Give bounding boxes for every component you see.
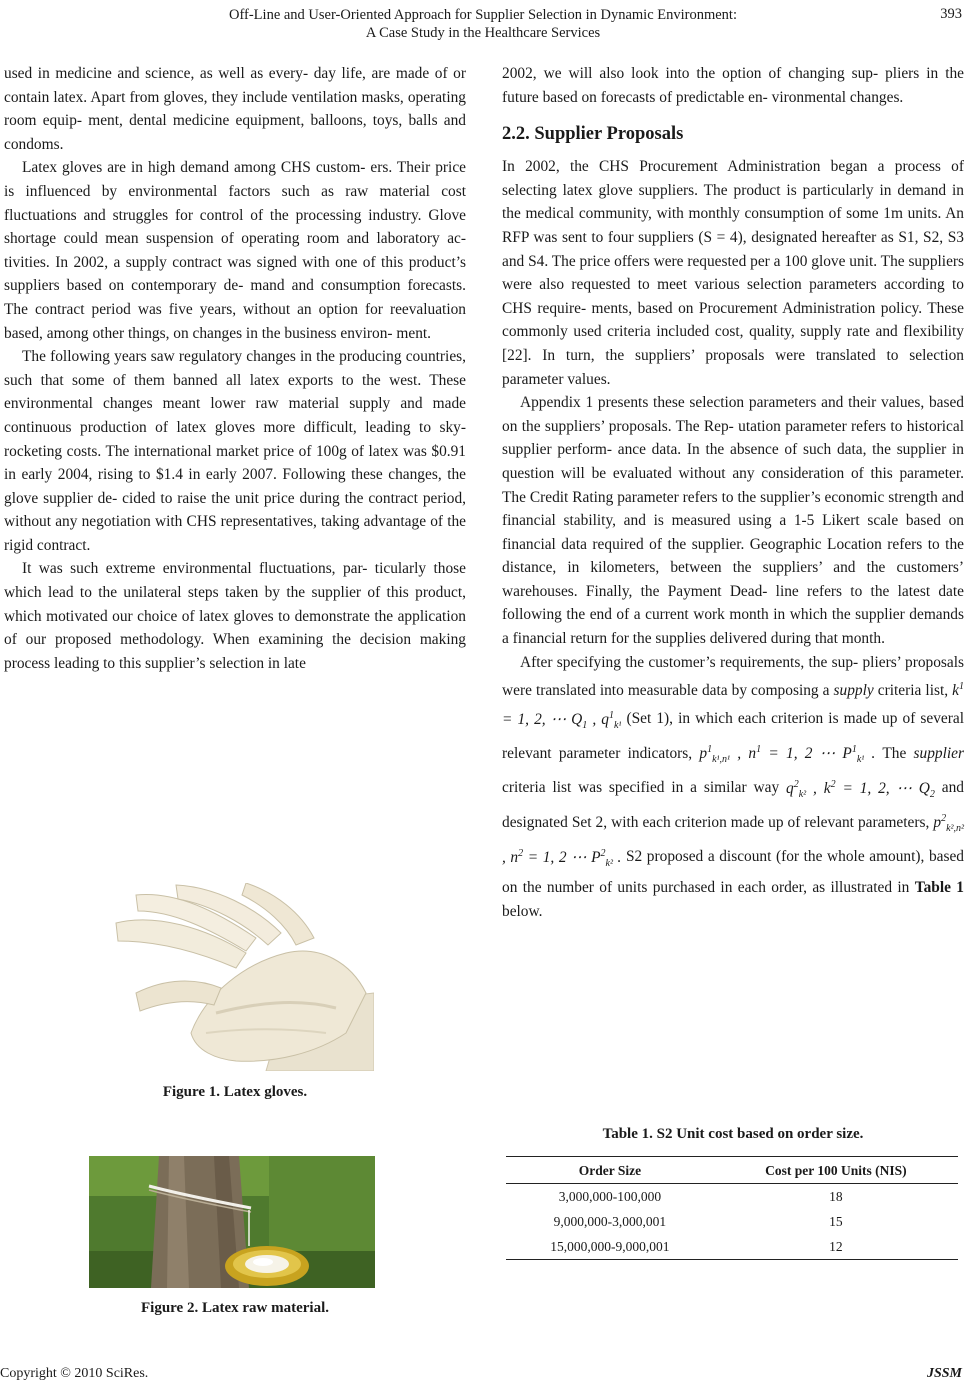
figure-1-caption: Figure 1. Latex gloves.: [162, 1084, 308, 1100]
right-column: [502, 62, 964, 924]
table-cell: 12: [714, 1234, 958, 1260]
table-row: [506, 1184, 958, 1210]
section-heading: 2.2. Supplier Proposals: [502, 124, 684, 145]
text-span: below.: [502, 903, 543, 921]
text-span: and designated Set 2, with each criterion made up of relevant parameters,: [502, 779, 965, 831]
table-1-title: Table 1. S2 Unit cost based on order size.: [602, 1126, 864, 1142]
text-span: (Set 1), in which each criterion is made up of several relevant parameter indicators,: [502, 710, 964, 762]
paragraph: Latex gloves are in high demand among CHS custom- ers. Their price is influenced by environmental factors such as raw material cost fluctuations and struggles for control of the processing industry. Glove shortage could mean suspension of operating room and laboratory ac- tivities. In 2002, a supply contract was signed with one of this product’s suppliers based on contemporary de- mand and consumption forecasts. The contract period was five years, without an option for reevaluation based, among other things, on changes in the business environ- ment.: [4, 159, 466, 342]
emphasis-text: supplier: [913, 745, 964, 762]
paragraph-with-math: [502, 651, 964, 925]
table-cell: 15,000,000-9,000,001: [506, 1234, 714, 1260]
paragraph: Appendix 1 presents these selection parameters and their values, based on the suppliers’ proposals. The Rep- utation parameter refers to historical supplier perform- ance data. In the absence of such data, the supplier in question will be evaluated without any consideration of this parameter. The Credit Rating parameter refers to the supplier’s economic strength and financial stability, and is measured using a 1-5 Likert scale based on financial data required of the supplier. Geographic Location refers to the distance, in kilometers, between the suppliers’ and the customers’ warehouses. Finally, the Payment Dead- line refers to the latest date following the end of a current work month in which the supplier demands a financial return for the supplies delivered during that month.: [502, 394, 964, 648]
figure-latex-raw-material-image: [89, 1156, 375, 1288]
figure-2-caption: Figure 2. Latex raw material.: [140, 1300, 329, 1316]
page-number: 393: [940, 6, 962, 22]
table-header-cell: Cost per 100 Units (NIS): [714, 1157, 958, 1184]
header-title-line2: A Case Study in the Healthcare Services: [365, 25, 601, 41]
emphasis-text: supply: [833, 682, 874, 700]
text-span: criteria list,: [877, 682, 949, 700]
paragraph: used in medicine and science, as well as every- day life, are made of or contain latex. Apart from gloves, they include ventilation masks, operating room equip- ment, dental medicine equipment, balloons, toys, balls and condoms.: [4, 65, 466, 153]
text-span: criteria list was specified in a similar way: [502, 779, 780, 797]
table-cell: 3,000,000-100,000: [558, 1189, 662, 1204]
math-expression: $p^2_{k^2,n^2}$ , $n^2 = 1$, 2 ⋯ $P^2_{k^2}$ .: [502, 812, 965, 869]
paragraph: 2002, we will also look into the option of changing sup- pliers in the future based on forecasts of predictable en- vironmental changes.: [502, 65, 964, 106]
text-span: After specifying the customer’s requirements, the sup- pliers’ proposals were translated into measurable data by composing a: [502, 653, 964, 700]
running-header: [0, 6, 966, 42]
table-1: [506, 1156, 958, 1260]
table-cell: 18: [829, 1189, 843, 1204]
paragraph: In 2002, the CHS Procurement Administration began a process of selecting latex glove suppliers. The product is particularly in demand in the medical community, with monthly consumption of some 1m units. An RFP was sent to four suppliers (S = 4), designated hereafter as S1, S2, S3 and S4. The price offers were requested per a 100 glove unit. The suppliers were also requested to meet various selection parameters according to CHS require- ments, based on Procurement Administration policy. These commonly used criteria included cost, quality, supply rate and flexibility [22]. In turn, the suppliers’ proposals were translated to selection parameter values.: [502, 158, 965, 388]
math-expression: $k^1 = 1$, 2, ⋯ $Q_1$ , $q^1_{k^1}$: [502, 680, 964, 731]
paragraph: The following years saw regulatory changes in the producing countries, such that some of them banned all latex exports to the west. These environmental changes meant lower raw material supply and made continuous production of latex gloves more difficult, leading to sky- rocketing costs. The international market price of 100g of latex was $0.91 in early 2004, rising to $1.4 in early 2007. Following these changes, the glove supplier de- cided to raise the unit price during the contract period, without any negotiation with CHS representatives, taking advantage of the rigid contract.: [4, 348, 466, 554]
figure-latex-gloves-image: [96, 883, 374, 1071]
table-cell: 9,000,000-3,000,001: [553, 1214, 667, 1229]
table-cell: 15: [829, 1214, 843, 1229]
table-reference: Table 1: [914, 878, 964, 896]
math-expression: $q^2_{k^2}$ , $k^2 = 1$, 2, ⋯ $Q_2$: [786, 778, 935, 800]
header-title-line1: Off-Line and User-Oriented Approach for Supplier Selection in Dynamic Environment:: [228, 7, 737, 23]
table-row: [506, 1209, 958, 1234]
left-column: [4, 62, 466, 675]
journal-footer: JSSM: [926, 1366, 962, 1381]
text-span: S2 proposed a discount (for the whole amount), based on the number of units purchased in each order, as illustrated in: [502, 848, 964, 896]
paragraph: It was such extreme environmental fluctuations, par- ticularly those which lead to the unilateral steps taken by the supplier of this product, which motivated our choice of latex gloves to demonstrate the application of our proposed methodology. When examining the decision making process leading to this supplier’s selection in late: [4, 560, 466, 672]
math-expression: $p^1_{k^1,n^1}$ , $n^1 = 1$, 2 ⋯ $P^1_{k^1}$ .: [699, 743, 876, 766]
table-header-cell: Order Size: [506, 1157, 714, 1184]
copyright-footer: Copyright © 2010 SciRes.: [0, 1366, 149, 1381]
table-row: [506, 1234, 958, 1260]
text-span: The: [882, 745, 907, 762]
table-header-row: [506, 1157, 958, 1184]
